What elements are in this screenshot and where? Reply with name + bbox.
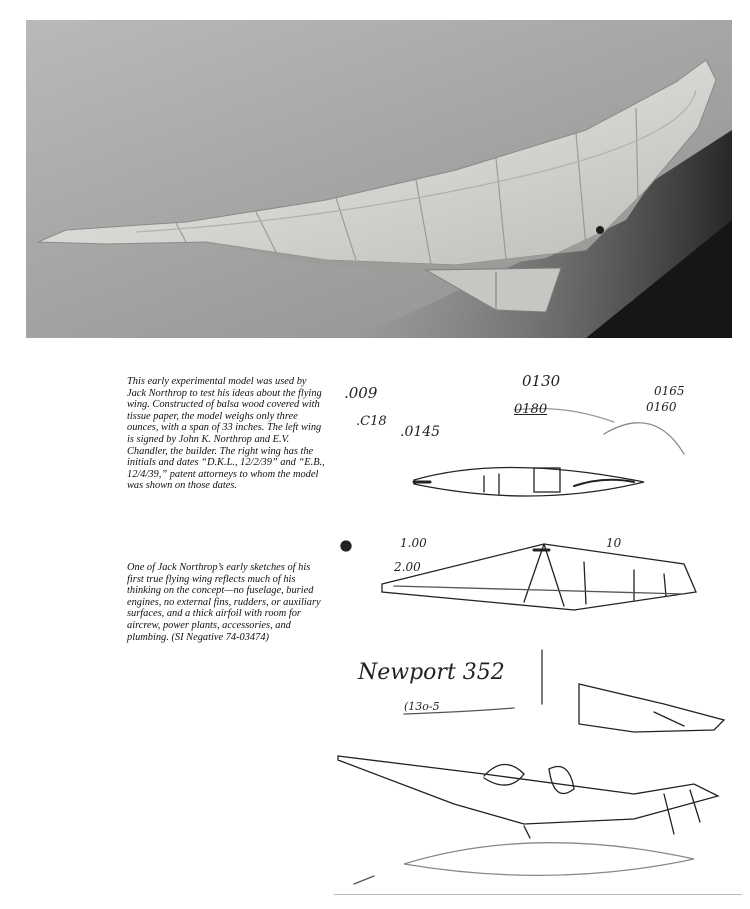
- sketch-note: .0145: [400, 424, 441, 440]
- sketch-note: 0130: [522, 372, 561, 390]
- sketch-note: Newport 352: [358, 660, 505, 685]
- flying-wing-model-photo: [26, 20, 732, 338]
- northrop-sketch: [334, 364, 742, 898]
- sketch-note: (13o-5: [404, 700, 440, 713]
- sketch-note: .009: [344, 384, 378, 402]
- sketch-drawing: [334, 364, 742, 898]
- sketch-note: .C18: [356, 414, 387, 429]
- sketch-note: 0180: [514, 402, 548, 417]
- sketch-bottom-rule: [334, 894, 742, 895]
- model-illustration: [26, 20, 732, 338]
- sketch-note: 2.00: [394, 560, 421, 574]
- sketch-note: 0165: [654, 384, 685, 398]
- model-caption: This early experimental model was used by Jack Northrop to test his ideas about the flying wing. Constructed of balsa wood covered with tissue paper, the model weighs only three ounces, with a span of 33 inches. The left wing is signed by John K. Northrop and E.V. Chandler, the builder. The right wing has the initials and dates “D.K.L., 12/2/39” and “E.B., 12/4/39,” patent attorneys to whom the model was shown on those dates.: [127, 376, 325, 492]
- sketch-caption: One of Jack Northrop’s early sketches of his first true flying wing reflects much of his thinking on the concept—no fuselage, buried engines, no external fins, rudders, or auxiliary surfaces, and a thick airfoil with room for aircrew, power plants, accessories, and plumbing. (SI Negative 74-03474): [127, 562, 321, 643]
- sketch-note: 10: [606, 536, 622, 550]
- sketch-note: 0160: [646, 400, 677, 414]
- sketch-note: 1.00: [400, 536, 427, 550]
